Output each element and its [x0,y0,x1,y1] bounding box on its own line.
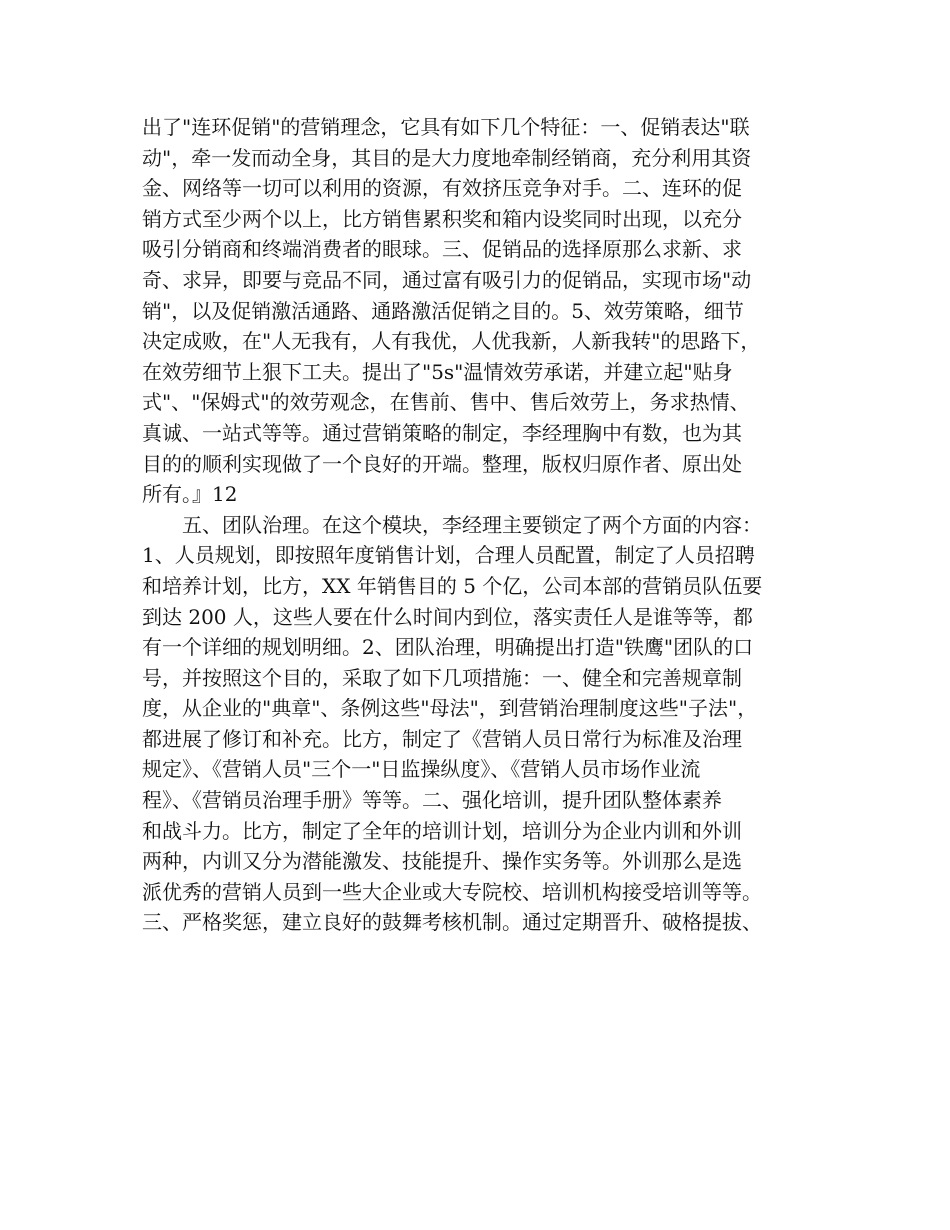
text-line: 和战斗力。比方，制定了全年的培训计划，培训分为企业内训和外训 [142,818,742,843]
paragraph-start-line: 五、团队治理。在这个模块，李经理主要锁定了两个方面的内容： [182,512,762,537]
text-line: 派优秀的营销人员到一些大企业或大专院校、培训机构接受培训等等。 [142,879,762,904]
text-line: 动"，牵一发而动全身，其目的是大力度地牵制经销商，充分利用其资 [142,145,752,170]
text-line: 吸引分销商和终端消费者的眼球。三、促销品的选择原那么求新、求 [142,237,742,262]
text-line: 销方式至少两个以上，比方销售累积奖和箱内设奖同时出现，以充分 [142,206,742,231]
text-line: 号，并按照这个目的，采取了如下几项措施：一、健全和完善规章制 [142,665,742,690]
body-text [142,112,842,938]
text-line: 销"，以及促销激活通路、通路激活促销之目的。5、效劳策略，细节 [142,298,744,323]
text-line: 规定》、《营销人员"三个一"日监操纵度》、《营销人员市场作业流 [142,757,701,782]
text-line: 决定成败，在"人无我有，人有我优，人优我新，人新我转"的思路下， [142,329,761,354]
text-line: 程》、《营销员治理手册》等等。二、强化培训，提升团队整体素养 [142,788,722,813]
text-line: 式"、"保姆式"的效劳观念，在售前、售中、售后效劳上，务求热情、 [142,390,750,415]
text-line: 和培养计划，比方，XX 年销售目的 5 个亿，公司本部的营销员队伍要 [142,573,763,598]
text-line: 目的的顺利实现做了一个良好的开端。整理，版权归原作者、原出处 [142,451,742,476]
text-line: 在效劳细节上狠下工夫。提出了"5s"温情效劳承诺，并建立起"贴身 [142,359,733,384]
text-line: 三、严格奖惩，建立良好的鼓舞考核机制。通过定期晋升、破格提拔、 [142,910,762,935]
text-line: 有一个详细的规划明细。2、团队治理，明确提出打造"铁鹰"团队的口 [142,635,754,660]
text-line: 出了"连环促销"的营销理念，它具有如下几个特征：一、促销表达"联 [142,115,750,139]
text-line: 度，从企业的"典章"、条例这些"母法"，到营销治理制度这些"子法"， [142,696,758,721]
text-line: 所有。』12 [142,482,238,507]
text-line: 到达 200 人，这些人要在什么时间内到位，落实责任人是谁等等，都 [142,604,753,629]
text-line: 都进展了修订和补充。比方，制定了《营销人员日常行为标准及治理 [142,726,742,751]
text-line: 奇、求异，即要与竞品不同，通过富有吸引力的促销品，实现市场"动 [142,267,752,292]
text-line: 两种，内训又分为潜能激发、技能提升、操作实务等。外训那么是选 [142,849,742,874]
text-line: 1、人员规划，即按照年度销售计划，合理人员配置，制定了人员招聘 [142,543,755,568]
text-line: 金、网络等一切可以利用的资源，有效挤压竞争对手。二、连环的促 [142,176,742,201]
text-line: 真诚、一站式等等。通过营销策略的制定，李经理胸中有数，也为其 [142,420,742,445]
